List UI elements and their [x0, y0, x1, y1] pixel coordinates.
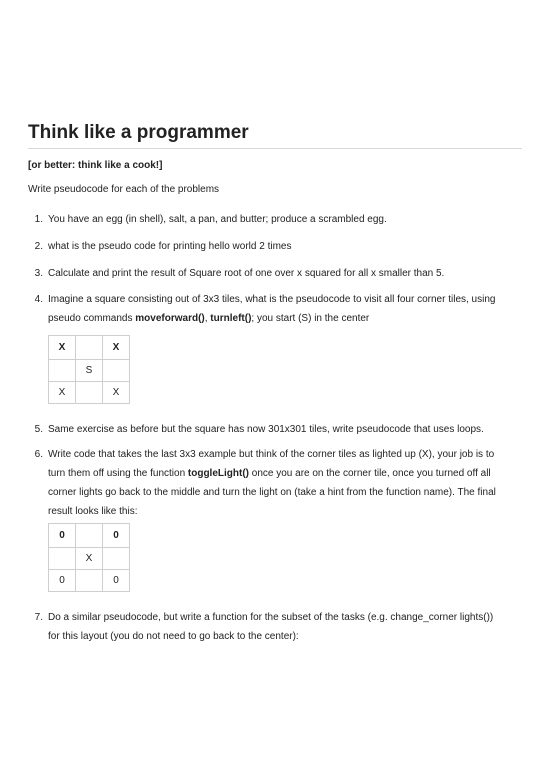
grid-cell: 0: [49, 570, 76, 592]
code-moveforward: moveforward(): [135, 313, 205, 324]
tile-grid-start: [48, 335, 130, 404]
page-title: Think like a programmer: [28, 122, 249, 143]
tile-grid-result: [48, 523, 130, 592]
item-text-part: once you are on the corner tile, once you turned off all corner lights go back to the middle and turn the light on (take a hint from the function name). The final result looks like this:: [48, 468, 496, 517]
code-turnleft: turnleft(): [210, 313, 252, 324]
grid-cell: [76, 570, 103, 592]
item-text: [48, 290, 503, 328]
item-text-sep: ,: [204, 313, 211, 324]
grid-cell: X: [49, 336, 76, 360]
subtitle: [or better: think like a cook!]: [28, 160, 163, 171]
grid-cell: [76, 336, 103, 360]
grid-cell: X: [49, 382, 76, 404]
grid-cell: 0: [103, 570, 130, 592]
item-text: Calculate and print the result of Square root of one over x squared for all x smaller than 5.: [48, 268, 445, 279]
code-togglelight: toggleLight(): [187, 468, 249, 479]
grid-cell: 0: [103, 524, 130, 548]
item-number: 3.: [34, 268, 43, 279]
intro-text: Write pseudocode for each of the problems: [28, 184, 220, 195]
grid-cell: [76, 382, 103, 404]
grid-cell: [103, 360, 130, 382]
grid-cell: [103, 548, 130, 570]
grid-cell: X: [103, 336, 130, 360]
item-number: 1.: [34, 214, 43, 225]
grid-cell: [76, 524, 103, 548]
item-text-part: Write code that takes the last 3x3 example but think of the corner tiles as lighted up (X), your job is to turn them off using the function: [48, 449, 495, 479]
item-number: 6.: [34, 449, 43, 460]
grid-cell: [49, 548, 76, 570]
item-text: [48, 445, 503, 521]
item-text: You have an egg (in shell), salt, a pan, and butter; produce a scrambled egg.: [48, 214, 387, 225]
item-number: 2.: [34, 241, 43, 252]
grid-cell: X: [76, 548, 103, 570]
item-number: 5.: [34, 424, 43, 435]
item-number: 4.: [34, 294, 43, 305]
item-text-part: ; you start (S) in the center: [251, 313, 370, 324]
grid-cell: S: [76, 360, 103, 382]
grid-cell: 0: [49, 524, 76, 548]
item-text: Same exercise as before but the square has now 301x301 tiles, write pseudocode that uses loops.: [48, 424, 484, 435]
grid-cell: [49, 360, 76, 382]
title-divider: [28, 148, 522, 149]
item-text: what is the pseudo code for printing hello world 2 times: [48, 241, 292, 252]
item-number: 7.: [34, 612, 43, 623]
item-text-part: Imagine a square consisting out of 3x3 tiles, what is the pseudocode to visit all four corner tiles, using pseudo commands: [48, 294, 496, 324]
grid-cell: X: [103, 382, 130, 404]
item-text: Do a similar pseudocode, but write a function for the subset of the tasks (e.g. change_corner lights()) for this layout (you do not need to go back to the center):: [48, 612, 494, 642]
